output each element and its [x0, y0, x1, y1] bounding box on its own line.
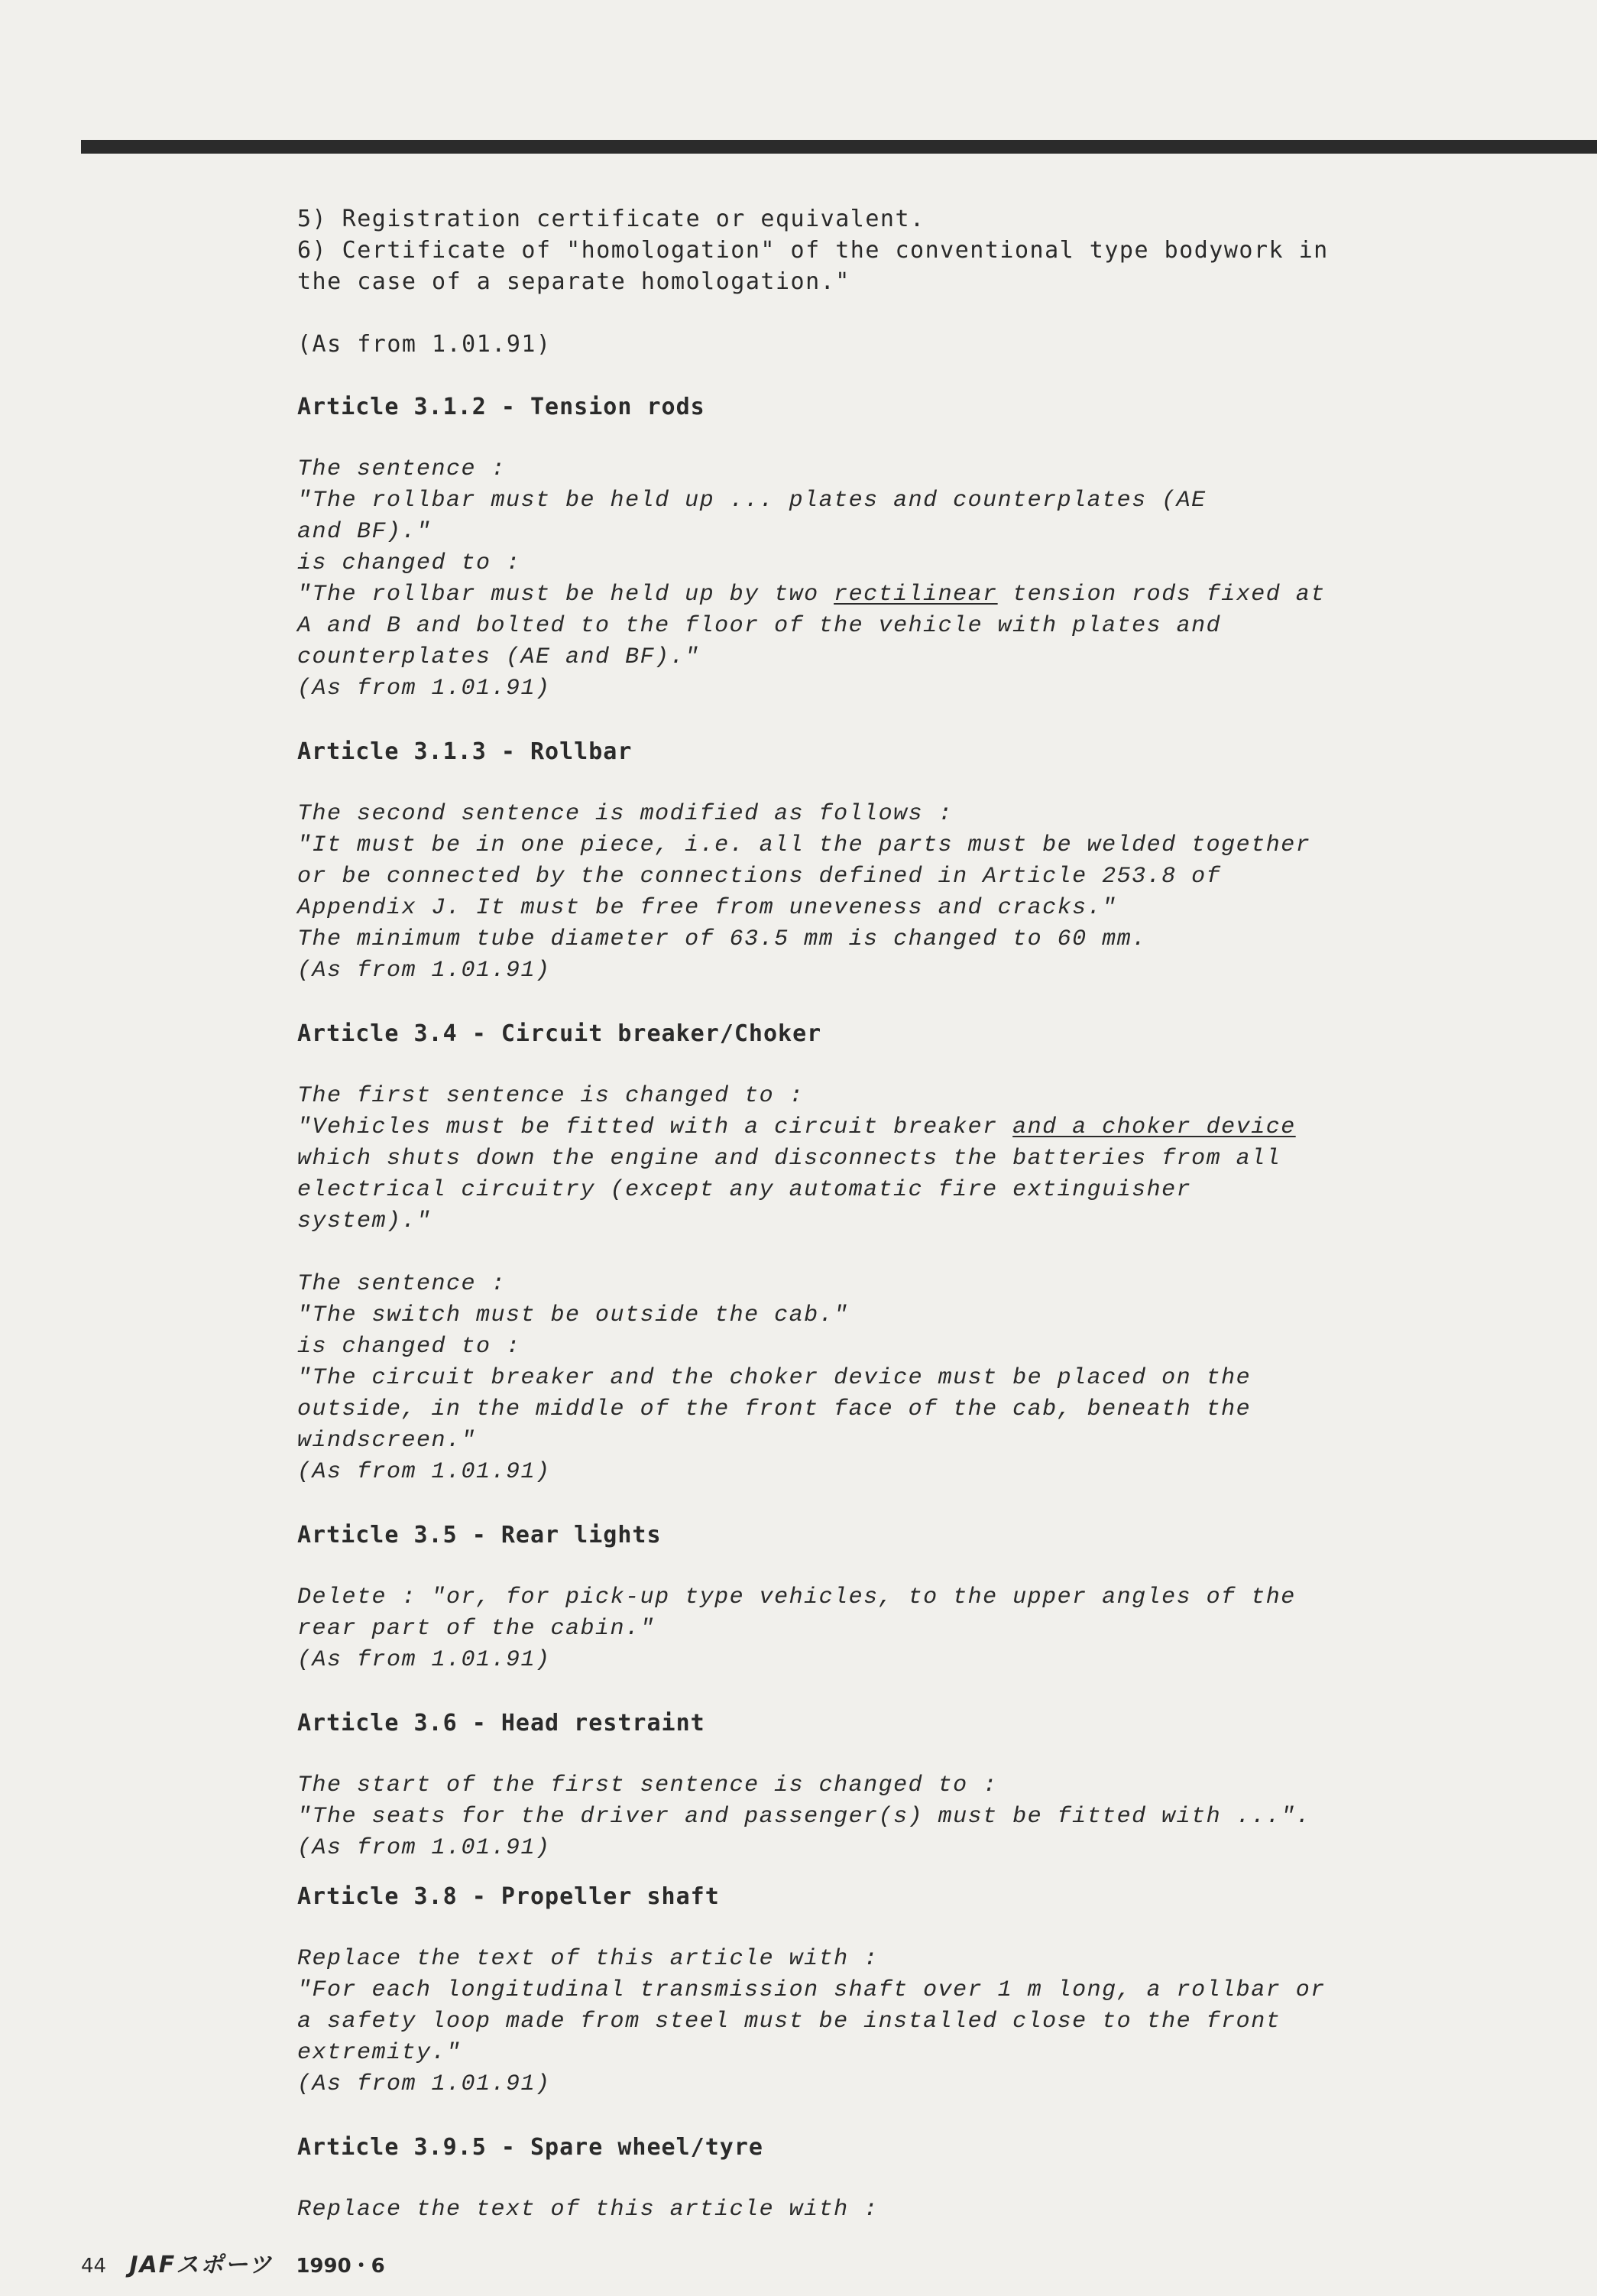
page-footer [81, 2246, 385, 2279]
article-text: The second sentence is modified as follows : [297, 801, 954, 827]
article-text: A and B and bolted to the floor of the vehicle with plates and [297, 613, 1222, 639]
article-text: "The switch must be outside the cab." [297, 1302, 849, 1328]
as-from-note: (As from 1.01.91) [297, 331, 552, 358]
article-text: "The circuit breaker and the choker device must be placed on the [297, 1365, 1252, 1391]
as-from-note: (As from 1.01.91) [297, 1647, 551, 1673]
as-from-note: (As from 1.01.91) [297, 676, 551, 702]
page-number: 44 [81, 2255, 107, 2278]
article-text: "The seats for the driver and passenger(s) must be fitted with ...". [297, 1804, 1311, 1830]
underlined-term: and a choker device [1012, 1114, 1296, 1140]
article-text: The sentence : [297, 456, 507, 482]
article-text: The minimum tube diameter of 63.5 mm is changed to 60 mm. [297, 926, 1147, 952]
article-text: "For each longitudinal transmission shaft over 1 m long, a rollbar or [297, 1977, 1326, 2003]
article-text: outside, in the middle of the front face of the cab, beneath the [297, 1396, 1252, 1422]
article-text: The sentence : [297, 1271, 507, 1297]
intro-line: 6) Certificate of "homologation" of the conventional type bodywork in [297, 237, 1329, 264]
as-from-note: (As from 1.01.91) [297, 2071, 551, 2097]
article-text: Replace the text of this article with : [297, 2197, 879, 2223]
article-text: "The rollbar must be held up ... plates and counterplates (AE [297, 488, 1207, 514]
article-text: electrical circuitry (except any automatic fire extinguisher [297, 1177, 1192, 1203]
article-text: The start of the first sentence is changed to : [297, 1772, 998, 1798]
intro-line: 5) Registration certificate or equivalent. [297, 206, 925, 232]
article-heading-3-4: Article 3.4 - Circuit breaker/Choker [297, 1020, 822, 1047]
article-text: counterplates (AE and BF)." [297, 644, 700, 670]
article-text: The first sentence is changed to : [297, 1083, 805, 1109]
article-text: system)." [297, 1208, 432, 1234]
issue-date: 1990・6 [296, 2255, 385, 2278]
page-body [297, 203, 1390, 2226]
underlined-term: rectilinear [834, 582, 998, 608]
as-from-note: (As from 1.01.91) [297, 1459, 551, 1485]
article-text: is changed to : [297, 550, 521, 576]
article-text: is changed to : [297, 1334, 521, 1360]
article-text: "It must be in one piece, i.e. all the parts must be welded together [297, 832, 1311, 858]
article-text: windscreen." [297, 1428, 477, 1454]
article-text: rear part of the cabin." [297, 1616, 656, 1642]
article-text: Delete : "or, for pick-up type vehicles, to the upper angles of the [297, 1584, 1296, 1610]
top-rule [81, 140, 1597, 154]
article-text: Replace the text of this article with : [297, 1946, 879, 1972]
article-text: "Vehicles must be fitted with a circuit breaker and a choker device [297, 1114, 1296, 1140]
article-text: a safety loop made from steel must be installed close to the front [297, 2009, 1281, 2035]
magazine-title: JAFスポーツ [129, 2252, 274, 2278]
article-text: Appendix J. It must be free from uneveness and cracks." [297, 895, 1117, 921]
intro-line: the case of a separate homologation." [297, 268, 850, 295]
article-heading-3-8: Article 3.8 - Propeller shaft [297, 1883, 720, 1910]
article-heading-3-9-5: Article 3.9.5 - Spare wheel/tyre [297, 2134, 763, 2161]
article-text: and BF)." [297, 519, 432, 545]
as-from-note: (As from 1.01.91) [297, 1835, 551, 1861]
article-text: "The rollbar must be held up by two rectilinear tension rods fixed at [297, 582, 1326, 608]
article-heading-3-6: Article 3.6 - Head restraint [297, 1710, 705, 1737]
article-heading-3-5: Article 3.5 - Rear lights [297, 1522, 662, 1549]
article-text: or be connected by the connections defined in Article 253.8 of [297, 864, 1222, 890]
article-heading-3-1-2: Article 3.1.2 - Tension rods [297, 394, 705, 420]
article-heading-3-1-3: Article 3.1.3 - Rollbar [297, 738, 633, 765]
article-text: extremity." [297, 2040, 462, 2066]
article-text: which shuts down the engine and disconnects the batteries from all [297, 1146, 1281, 1172]
as-from-note: (As from 1.01.91) [297, 958, 551, 984]
